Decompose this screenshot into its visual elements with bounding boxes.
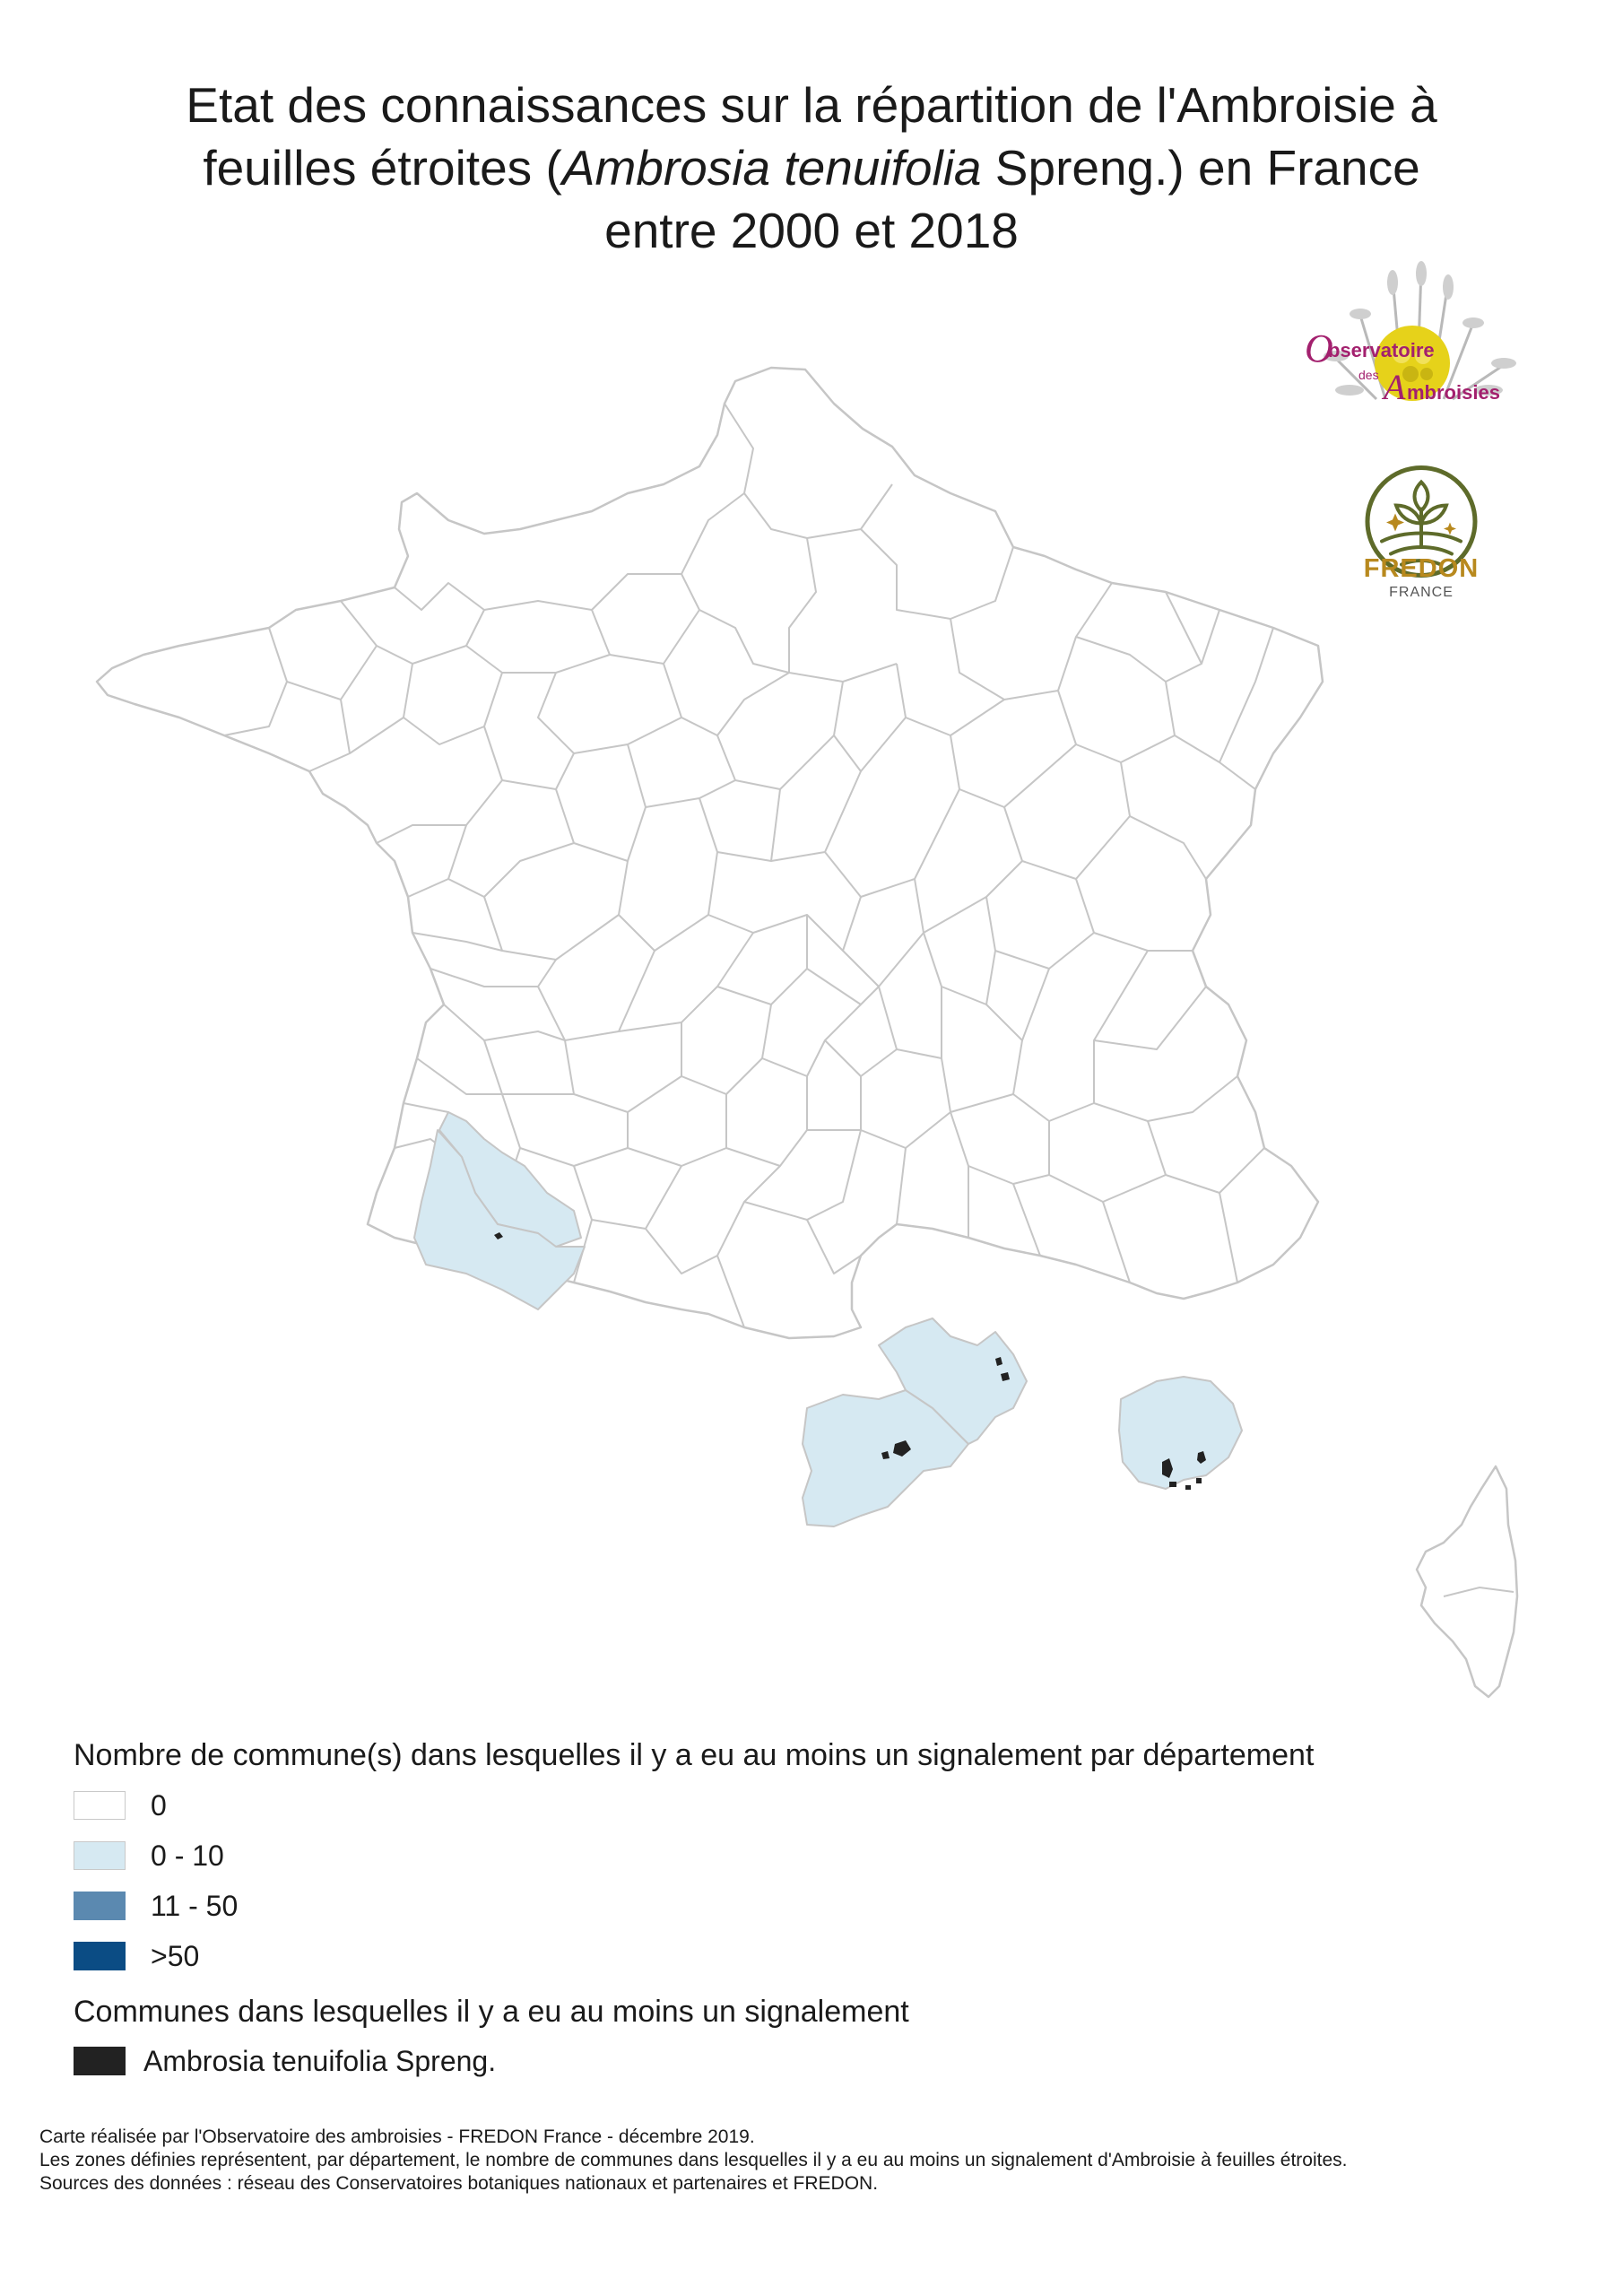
corsica-outline [1417, 1466, 1517, 1697]
commune-point [1196, 1478, 1202, 1483]
title-line-3: entre 2000 et 2018 [604, 203, 1019, 258]
footer-notes [39, 2126, 1600, 2196]
legend-item-class-0 [74, 1789, 167, 1822]
title-species-name: Ambrosia tenuifolia [561, 140, 982, 196]
svg-text:A: A [1384, 367, 1406, 407]
legend-item-class-1 [74, 1839, 224, 1872]
legend-item-class-3 [74, 1940, 199, 1972]
map-title [54, 74, 1569, 262]
department-var [1119, 1377, 1242, 1489]
footer-line-3: Sources des données : réseau des Conservatoires botaniques nationaux et partenaires et FREDON. [39, 2173, 879, 2194]
legend-item-class-2 [74, 1890, 238, 1922]
fredon-name: FREDON [1363, 554, 1480, 583]
legend-swatch [74, 1791, 126, 1820]
title-line-2-end: Spreng.) en France [981, 140, 1420, 196]
commune-point [1169, 1482, 1176, 1487]
legend-swatch [74, 1942, 126, 1970]
legend-label: 0 [151, 1788, 167, 1822]
legend-label: Ambrosia tenuifolia Spreng. [143, 2044, 497, 2077]
legend-label: >50 [151, 1939, 200, 1972]
legend-heading-communes: Communes dans lesquelles il y a eu au moins un signalement [74, 1995, 909, 2029]
svg-text:mbroisies: mbroisies [1407, 381, 1500, 404]
svg-text:des: des [1358, 368, 1379, 382]
commune-point [1185, 1485, 1191, 1490]
legend-heading-departments: Nombre de commune(s) dans lesquelles il y a eu au moins un signalement par département [74, 1738, 1315, 1772]
france-department-map [0, 341, 1623, 1740]
legend-swatch [74, 1892, 126, 1920]
fredon-subtitle: FRANCE [1389, 585, 1454, 600]
legend-label: 11 - 50 [151, 1889, 239, 1922]
legend-label: 0 - 10 [151, 1839, 224, 1872]
mainland-outline [97, 368, 1323, 1338]
title-line-2 [54, 136, 1569, 199]
svg-text:O: O [1305, 326, 1333, 370]
footer-line-1: Carte réalisée par l'Observatoire des ambroisies - FREDON France - décembre 2019. [39, 2126, 755, 2147]
svg-text:bservatoire: bservatoire [1328, 339, 1435, 361]
legend-item-commune [74, 2045, 496, 2077]
footer-line-2: Les zones définies représentent, par département, le nombre de communes dans lesquelles il y a eu au moins un signalement d'Ambroisie à feuilles étroites. [39, 2150, 1348, 2170]
legend-swatch [74, 2047, 126, 2075]
title-line-1: Etat des connaissances sur la répartition de l'Ambroisie à [186, 77, 1437, 133]
legend-swatch [74, 1841, 126, 1870]
title-line-2-start: feuilles étroites ( [203, 140, 562, 196]
